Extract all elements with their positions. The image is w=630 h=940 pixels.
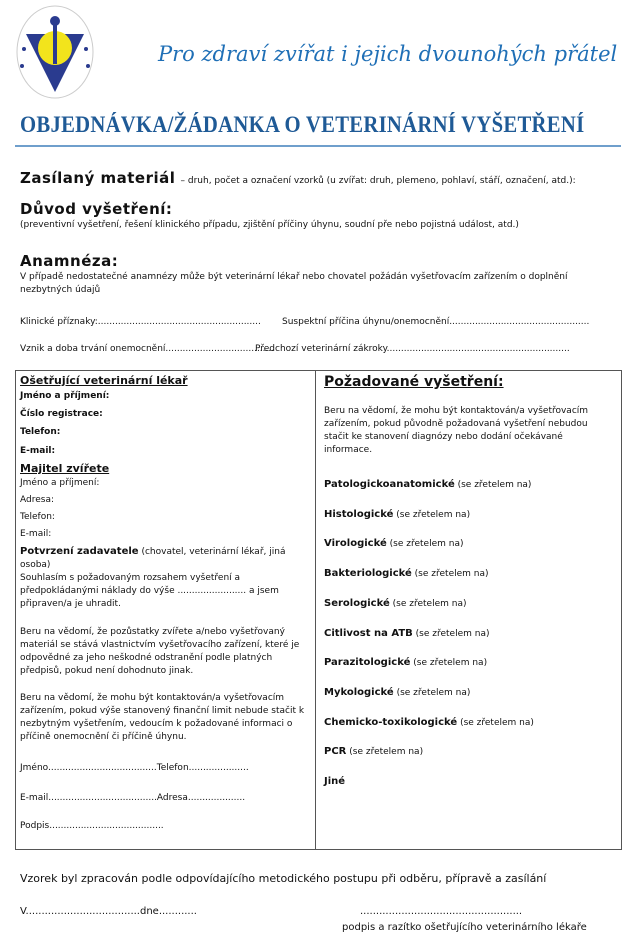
exam-name: Histologické [324,508,394,520]
vet-registration-field[interactable]: Číslo registrace: [20,409,103,419]
exam-note: (se zřetelem na) [349,747,424,758]
suspected-cause-field[interactable]: Suspektní příčina úhynu/onemocnění................................................. [282,317,590,327]
exam-name: Citlivost na ATB [324,627,413,639]
exam-note: (se zřetelem na) [415,628,490,639]
signature-line[interactable]: ................................................... [360,906,523,917]
requested-text: Beru na vědomí, že mohu být kontaktován/a vyšetřovacím zařízením, pokud původně požadovaná vyšetření nebudou stačit ke stanovení diagnózy nebo dodání očekávané informace. [324,406,589,455]
exam-name: Bakteriologické [324,568,412,580]
page-title: OBJEDNÁVKA/ŽÁDANKA O VETERINÁRNÍ VYŠETŘENÍ [20,112,585,137]
confirm-consent-text: Souhlasím s požadovaným rozsahem vyšetření a předpokládanými náklady do výše ........................ a jsem připraven/a je uhradit. [20,573,279,609]
exam-name: Patologickoanatomické [324,479,455,490]
exam-note: (se zřetelem na) [460,717,534,728]
place-date-field[interactable]: V....................................dne............ [20,906,197,917]
requested-exam-item[interactable] [324,776,345,787]
requested-heading: Požadované vyšetření: [324,374,504,390]
exam-name: Mykologické [324,686,394,698]
slogan: Pro zdraví zvířat i jejich dvounohých přátel [158,42,618,66]
vet-heading: Ošetřující veterinární lékař [20,374,188,387]
exam-note: (se zřetelem na) [396,687,471,698]
anamnesis-text: V případě nedostatečné anamnézy může být veterinární lékař nebo chovatel požádán vyšetřovacím zařízením o doplnění nezbytných údajů [20,272,568,295]
column-divider [315,370,316,849]
requested-exam-item[interactable] [324,628,489,639]
requested-exam-item[interactable] [324,598,466,609]
signature-label: podpis a razítko ošetřujícího veterinárního lékaře [342,922,587,933]
onset-field[interactable]: Vznik a doba trvání onemocnění...................................... [20,344,275,354]
exam-note: (se zřetelem na) [457,480,532,490]
exam-note: (se zřetelem na) [396,509,471,520]
owner-phone-field[interactable]: Telefon: [20,512,55,522]
material-section [20,168,576,187]
confirm-remains-text: Beru na vědomí, že pozůstatky zvířete a/nebo vyšetřovaný materiál se stává vlastnictvím vyšetřovacího zařízení, které je odpovědné za jeho neškodné odstranění podle platných předpisů, pokud není dohodnuto jinak. [20,627,300,676]
previous-procedures-field[interactable]: Předchozí veterinární zákroky................................................................ [255,344,570,354]
requested-exam-item[interactable] [324,657,487,668]
requested-exam-item[interactable] [324,538,463,549]
exam-name: Serologické [324,597,390,609]
owner-address-field[interactable]: Adresa: [20,495,54,505]
chamber-logo [14,4,96,102]
owner-heading: Majitel zvířete [20,462,110,475]
material-note: – druh, počet a označení vzorků (u zvířat: druh, plemeno, pohlaví, stáří, označení, atd.): [180,176,576,186]
reason-heading: Důvod vyšetření: [20,200,173,218]
signature-field[interactable]: Podpis........................................ [20,821,164,831]
exam-note: (se zřetelem na) [414,569,489,580]
confirm-heading-row [20,545,305,572]
vet-email-field[interactable]: E-mail: [20,446,56,456]
sign-email-address-field[interactable]: E-mail......................................Adresa.................... [20,793,246,803]
exam-name: Chemicko-toxikologické [324,716,458,728]
anamnesis-heading: Anamnéza: [20,252,119,270]
exam-name: PCR [324,746,347,758]
confirm-heading: Potvrzení zadavatele [20,546,139,557]
exam-name: Parazitologické [324,657,411,669]
vet-phone-field[interactable]: Telefon: [20,427,61,437]
requested-exam-item[interactable] [324,746,423,757]
vet-name-field[interactable]: Jméno a příjmení: [20,391,110,401]
sign-name-phone-field[interactable]: Jméno......................................Telefon..................... [20,763,249,773]
exam-note: (se zřetelem na) [389,539,464,550]
owner-email-field[interactable]: E-mail: [20,529,52,539]
clinical-signs-field[interactable]: Klinické příznaky:......................................................... [20,317,261,327]
requested-exam-item[interactable] [324,509,470,520]
exam-name: Jiné [324,776,346,787]
title-divider [15,145,621,147]
reason-note: (preventivní vyšetření, řešení klinického případu, zjištění příčiny úhynu, soudní pře nebo pojistná událost, atd.) [20,220,519,230]
requested-exam-item[interactable] [324,687,470,698]
requested-exam-item[interactable] [324,568,489,579]
requested-exam-item[interactable] [324,479,531,490]
confirm-heading-note: (chovatel, veterinární lékař, jiná osoba) [20,547,286,570]
confirm-contact-text: Beru na vědomí, že mohu být kontaktován/a vyšetřovacím zařízením, pokud výše stanovený finanční limit nebude stačit k nezbytným vyšetřením, vedoucím k požadované informaci o příčině onemocnění či příčině úhynu. [20,693,305,742]
exam-note: (se zřetelem na) [392,598,467,609]
exam-name: Virologické [324,538,387,550]
footer-statement: Vzorek byl zpracován podle odpovídajícího metodického postupu při odběru, přípravě a zasílání [20,872,547,885]
material-heading: Zasílaný materiál [20,169,176,187]
exam-note: (se zřetelem na) [413,658,488,669]
requested-exam-item[interactable] [324,717,534,728]
owner-name-field[interactable]: Jméno a příjmení: [20,478,100,488]
